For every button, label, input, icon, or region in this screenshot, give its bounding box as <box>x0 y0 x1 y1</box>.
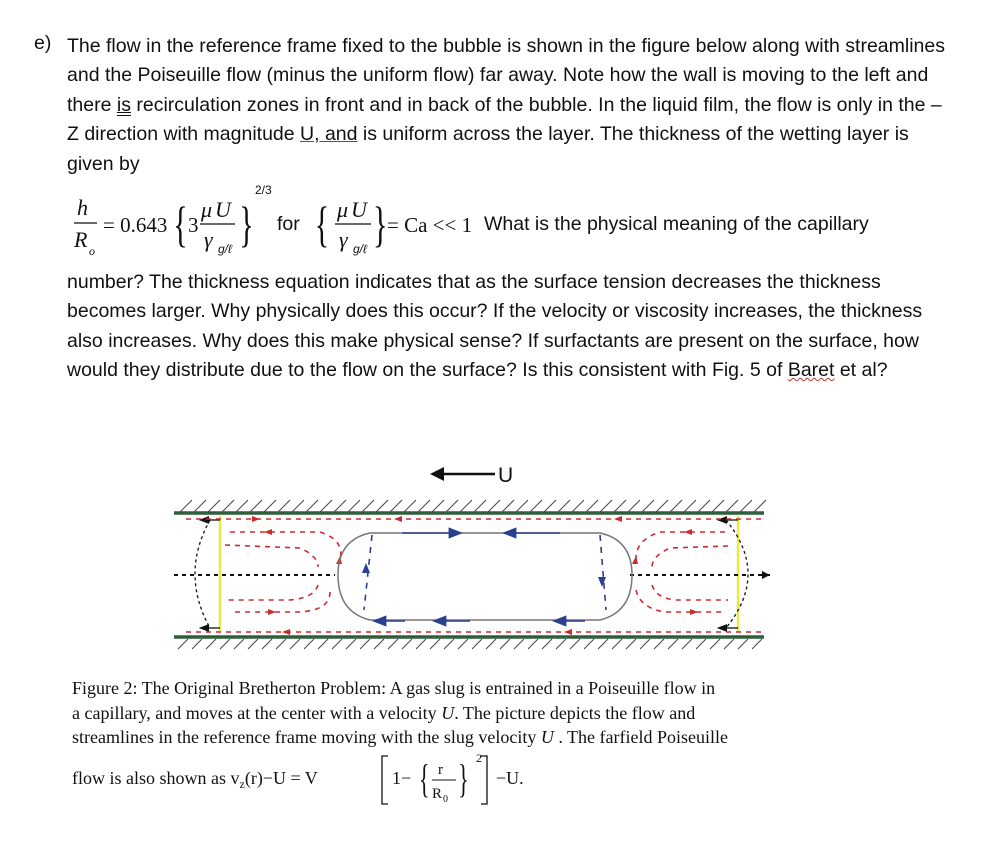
caption-formula <box>72 750 572 810</box>
question-label: e) <box>34 32 52 54</box>
caption-u-2: U <box>540 727 554 747</box>
para2-text-b: et al? <box>834 359 888 382</box>
caption-line-1: Figure 2: The Original Bretherton Problem: A gas slug is entrained in a Poiseuille flow in <box>72 678 716 698</box>
top-wall <box>174 500 766 513</box>
bottom-wall <box>174 637 764 649</box>
gas-bubble <box>338 533 632 620</box>
svg-text:{: { <box>419 756 430 801</box>
eq-capillary-text: = Ca << 1 <box>387 213 473 237</box>
caption-line-3 <box>72 725 872 750</box>
eq-mu-2: μ <box>337 197 349 222</box>
formula-R: R <box>432 786 443 802</box>
eq-gamma-2: γ <box>339 227 348 252</box>
formula-one-minus: 1− <box>392 768 412 788</box>
eq-U-1: U <box>215 197 231 222</box>
eq-R: R <box>74 227 88 252</box>
word-baret: Baret <box>787 359 835 382</box>
figure-caption <box>72 676 872 750</box>
eq-R-sub: o <box>89 244 95 258</box>
eq-gamma-1: γ <box>204 227 213 252</box>
caption-line-2b: . The picture depicts the flow and <box>454 702 696 723</box>
formula-r: r <box>438 762 443 778</box>
word-is: is <box>116 93 131 116</box>
caption-line-2a: a capillary, and moves at the center with a velocity <box>72 702 442 723</box>
wall-velocity-U: U <box>498 464 514 487</box>
svg-text:}: } <box>239 196 254 252</box>
eq-constant: = 0.643 <box>103 213 168 237</box>
svg-text:{: { <box>314 196 330 252</box>
formula-tail: −U. <box>496 768 524 788</box>
svg-text:{: { <box>173 196 188 252</box>
eq-trailing-text: What is the physical meaning of the capillary <box>484 213 869 235</box>
para2-text-a: number? The thickness equation indicates that as the surface tension decreases the thickness becomes larger. Why physically does this occur? If the velocity or viscosity increases, the thickness also increases. Why does this make physical sense? If surfactants are present on the surface, how would they distribute due to the flow on the surface? Is this consistent with Fig. 5 of <box>67 271 923 382</box>
svg-text:}: } <box>373 196 388 252</box>
para1-text-c: is uniform across the layer. The thickness of the wetting layer is given by <box>67 123 909 175</box>
word-u-and: U, and <box>300 123 358 146</box>
caption-u-1: U <box>441 702 455 723</box>
eq-mu-1: μ <box>201 197 213 222</box>
blue-arrowheads <box>362 563 606 587</box>
caption-line-2 <box>72 701 872 726</box>
wall-velocity-label <box>430 464 513 487</box>
eq-three: 3 <box>188 213 199 237</box>
eq-gl-1: g/ℓ <box>218 242 232 256</box>
eq-h: h <box>77 195 88 220</box>
eq-exponent: 2/3 <box>255 183 272 197</box>
formula-R-sub: 0 <box>443 794 448 805</box>
eq-gl-2: g/ℓ <box>353 242 367 256</box>
blue-film-flow <box>364 533 606 621</box>
para1-text-a: The flow in the reference frame fixed to the bubble is shown in the figure below along with streamlines and the Poiseuille flow (minus the uniform flow) far away. Note how the wall is moving to the left and there <box>67 35 945 116</box>
svg-text:flow is also shown as vz(r)−U <box>72 768 318 791</box>
caption-line-3b: . The farfield Poiseuille <box>553 727 728 747</box>
formula-text-b: (r)−U = V <box>244 768 318 788</box>
para1-text-b: recirculation zones in front and in back of the bubble. In the liquid film, the flow is only in the – Z direction with magnitude <box>67 93 942 146</box>
caption-line-3a: streamlines in the reference frame moving with the slug velocity <box>72 727 541 747</box>
formula-square: 2 <box>476 751 482 765</box>
formula-text-a: flow is also shown as v <box>72 768 240 788</box>
eq-for: for <box>277 213 300 235</box>
eq-U-2: U <box>351 197 367 222</box>
formula-sub-z: z <box>239 777 245 791</box>
svg-text:}: } <box>458 756 469 801</box>
